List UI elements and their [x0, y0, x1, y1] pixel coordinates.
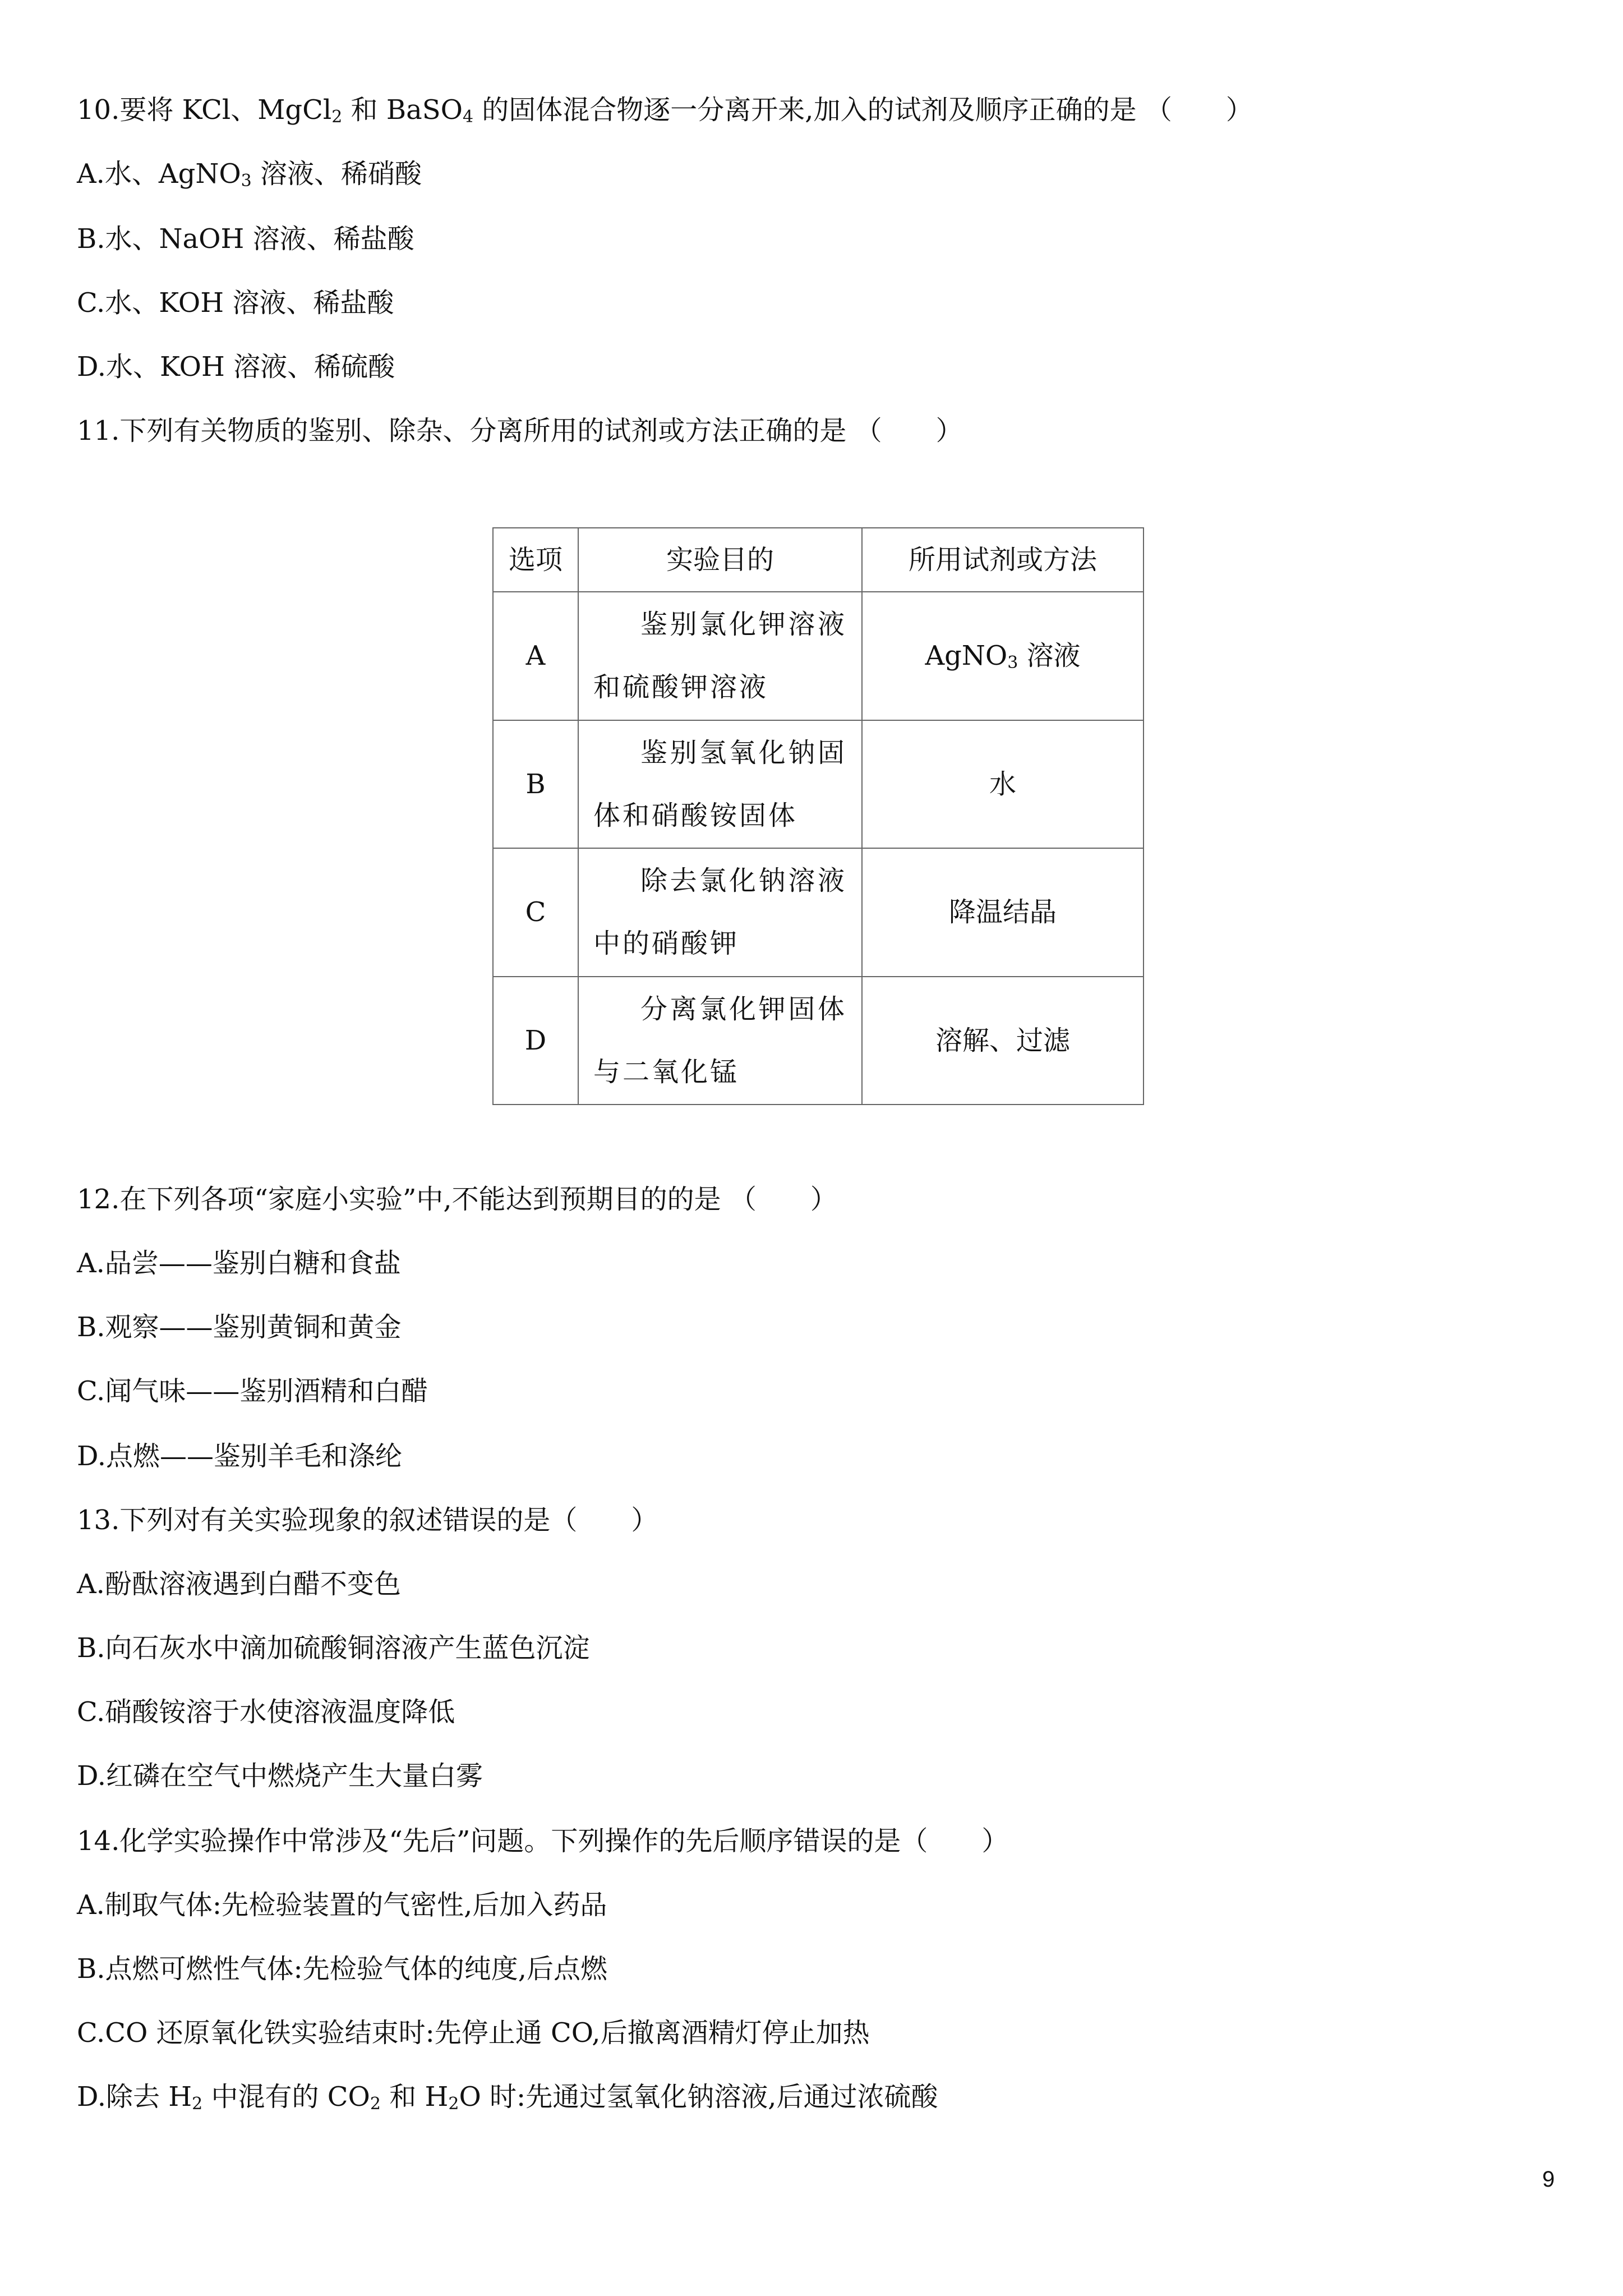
- row-purpose: 鉴别氯化钾溶液和硫酸钾溶液: [578, 592, 862, 720]
- row-purpose: 除去氯化钠溶液中的硝酸钾: [578, 848, 862, 976]
- row-method: 溶解、过滤: [862, 977, 1144, 1105]
- q14-option-c: C.CO 还原氧化铁实验结束时:先停止通 CO,后撤离酒精灯停止加热: [77, 2017, 870, 2049]
- table-header-row: [493, 528, 1144, 592]
- q12-option-b: B.观察——鉴别黄铜和黄金: [77, 1312, 402, 1343]
- q10-option-b: B.水、NaOH 溶液、稀盐酸: [77, 223, 414, 255]
- q10-option-d: D.水、KOH 溶液、稀硫酸: [77, 351, 395, 383]
- q10-stem: 10.要将 KCl、MgCl$_2$ 和 BaSO$_4$ 的固体混合物逐一分离开来,加入的试剂及顺序正确的是 （ ）: [77, 94, 1253, 127]
- row-method: AgNO$_3$ 溶液: [862, 592, 1144, 720]
- q14-option-b: B.点燃可燃性气体:先检验气体的纯度,后点燃: [77, 1953, 607, 1985]
- row-option: A: [493, 592, 578, 720]
- row-purpose: 鉴别氢氧化钠固体和硝酸铵固体: [578, 720, 862, 848]
- q11-stem: 11.下列有关物质的鉴别、除杂、分离所用的试剂或方法正确的是 （ ）: [77, 415, 963, 447]
- table-row: [493, 977, 1144, 1105]
- table-row: [493, 848, 1144, 976]
- row-purpose: 分离氯化钾固体与二氧化锰: [578, 977, 862, 1105]
- q14-stem: 14.化学实验操作中常涉及“先后”问题。下列操作的先后顺序错误的是（ ）: [77, 1825, 1009, 1857]
- page-number: 9: [1542, 2167, 1555, 2192]
- q11-table: [492, 527, 1144, 1105]
- row-option: D: [493, 977, 578, 1105]
- q13-option-b: B.向石灰水中滴加硫酸铜溶液产生蓝色沉淀: [77, 1632, 590, 1664]
- q13-option-c: C.硝酸铵溶于水使溶液温度降低: [77, 1696, 455, 1728]
- table-row: [493, 720, 1144, 848]
- q12-option-d: D.点燃——鉴别羊毛和涤纶: [77, 1441, 403, 1472]
- q12-option-a: A.品尝——鉴别白糖和食盐: [77, 1248, 401, 1279]
- header-option: 选项: [493, 528, 578, 592]
- q12-stem: 12.在下列各项“家庭小实验”中,不能达到预期目的的是 （ ）: [77, 1184, 837, 1215]
- q13-option-a: A.酚酞溶液遇到白醋不变色: [77, 1568, 401, 1600]
- q13-stem: 13.下列对有关实验现象的叙述错误的是（ ）: [77, 1504, 658, 1536]
- header-purpose: 实验目的: [578, 528, 862, 592]
- table-row: [493, 592, 1144, 720]
- q13-option-d: D.红磷在空气中燃烧产生大量白雾: [77, 1760, 483, 1792]
- q14-option-d: D.除去 $H_2$ 中混有的 $CO_2$ 和 $H_2O$ 时:先通过氢氧化钠溶液,后通过浓硫酸: [77, 2081, 938, 2114]
- q14-option-a: A.制取气体:先检验装置的气密性,后加入药品: [77, 1889, 607, 1921]
- row-method: 降温结晶: [862, 848, 1144, 976]
- q12-option-c: C.闻气味——鉴别酒精和白醋: [77, 1375, 428, 1407]
- row-option: C: [493, 848, 578, 976]
- row-method: 水: [862, 720, 1144, 848]
- q10-option-c: C.水、KOH 溶液、稀盐酸: [77, 287, 394, 319]
- row-option: B: [493, 720, 578, 848]
- q10-option-a: A.水、AgNO$_3$ 溶液、稀硝酸: [77, 158, 422, 191]
- header-method: 所用试剂或方法: [862, 528, 1144, 592]
